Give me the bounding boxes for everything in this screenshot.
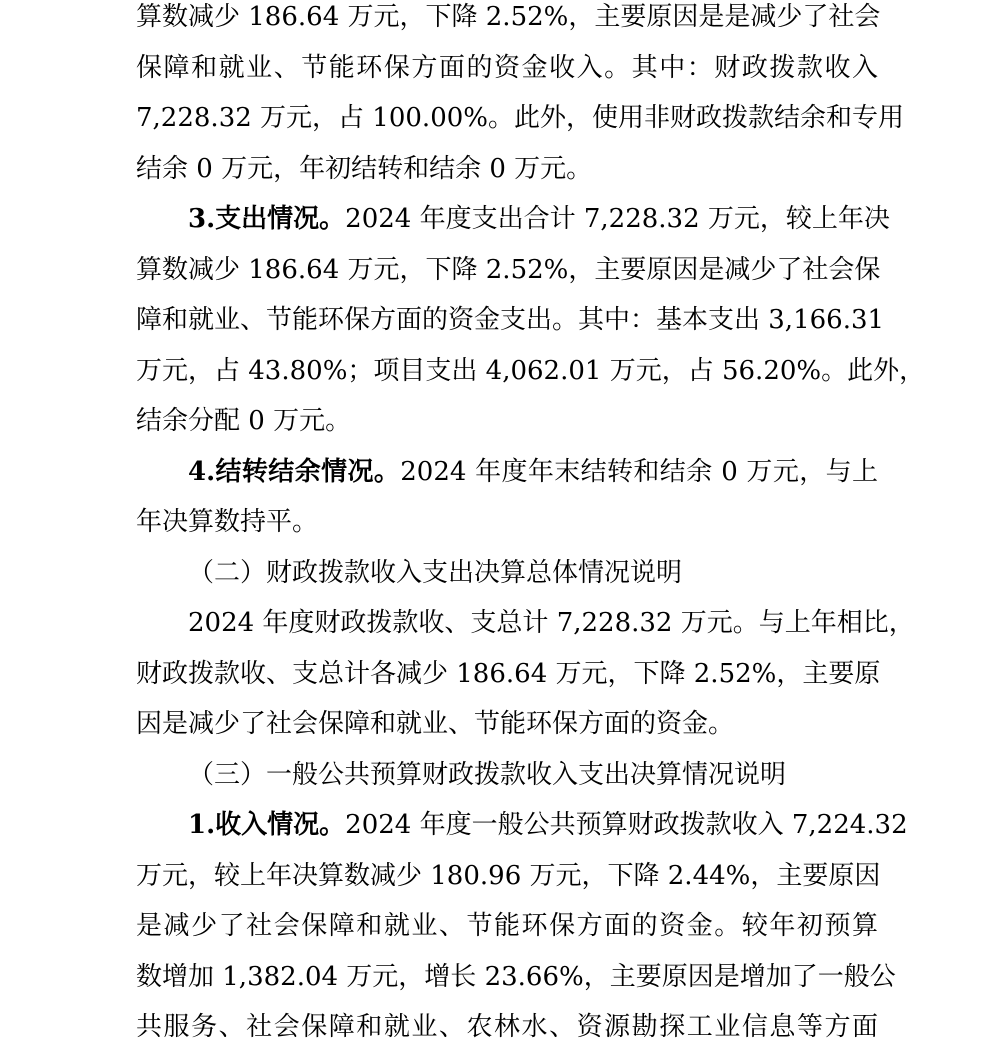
text-line: 财政拨款收、支总计各减少 186.64 万元，下降 2.52%，主要原 [136, 658, 881, 689]
text-line: 保障和就业、节能环保方面的资金收入。其中：财政拨款收入 [136, 52, 878, 83]
text-line [136, 194, 890, 245]
text-line: 算数减少 186.64 万元，下降 2.52%，主要原因是是减少了社会 [136, 2, 881, 32]
text-line: 因是减少了社会保障和就业、节能环保方面的资金。 [136, 709, 735, 739]
text-span: 2024 年度支出合计 7,228.32 万元，较上年决 [345, 204, 890, 234]
text-span: 2024 年度一般公共预算财政拨款收入 7,224.32 [345, 810, 908, 840]
section-heading-3: （三）一般公共预算财政拨款收入支出决算情况说明 [188, 759, 787, 790]
text-span: 2024 年度年末结转和结余 0 万元，与上 [400, 456, 878, 487]
section-lead-income: 1.收入情况。 [188, 810, 346, 840]
text-line: 是减少了社会保障和就业、节能环保方面的资金。较年初预算 [136, 911, 878, 941]
section-lead-carryover: 4.结转结余情况。 [188, 456, 401, 487]
document-page [136, 0, 926, 1053]
text-line: 结余分配 0 万元。 [136, 406, 352, 436]
text-line [136, 800, 908, 851]
section-lead-expenditure: 3.支出情况。 [188, 204, 346, 234]
text-line: 数增加 1,382.04 万元，增长 23.66%，主要原因是增加了一般公 [136, 961, 896, 992]
text-line: 结余 0 万元，年初结转和结余 0 万元。 [136, 153, 593, 184]
text-line: 算数减少 186.64 万元，下降 2.52%，主要原因是减少了社会保 [136, 254, 881, 285]
text-line: 万元，占 43.80%；项目支出 4,062.01 万元，占 56.20%。此外， [136, 355, 926, 386]
text-line: 障和就业、节能环保方面的资金支出。其中：基本支出 3,166.31 [136, 305, 885, 335]
text-line: 年决算数持平。 [136, 507, 319, 537]
section-heading-2: （二）财政拨款收入支出决算总体情况说明 [188, 557, 683, 588]
text-line: 2024 年度财政拨款收、支总计 7,228.32 万元。与上年相比， [188, 608, 915, 638]
text-line: 共服务、社会保障和就业、农林水、资源勘探工业信息等方面 [136, 1012, 878, 1042]
text-line: 万元，较上年决算数减少 180.96 万元，下降 2.44%，主要原因 [136, 860, 881, 891]
text-line [136, 447, 878, 498]
text-line: 7,228.32 万元，占 100.00%。此外，使用非财政拨款结余和专用 [136, 103, 904, 133]
